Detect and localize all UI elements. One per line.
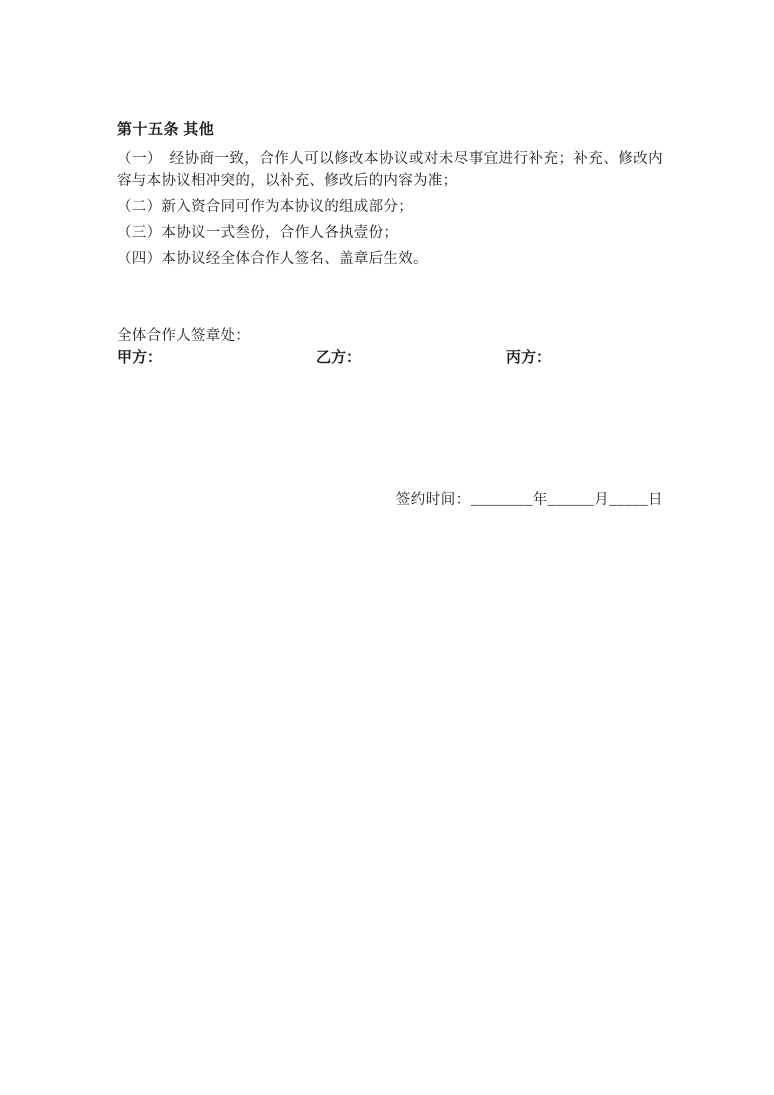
party-jia-label: 甲方： — [117, 349, 163, 366]
signing-date-line: 签约时间：________年______月_____日 — [395, 492, 663, 508]
clause-item-2: （二）新入资合同可作为本协议的组成部分； — [117, 199, 413, 215]
clause-item-3: （三）本协议一式叁份，合作人各执壹份； — [117, 225, 399, 241]
clause-item-1: （一） 经协商一致，合作人可以修改本协议或对未尽事宜进行补充；补充、修改内容与本协议相冲突的，以补充、修改后的内容为准； — [117, 151, 663, 189]
party-bing-label: 丙方： — [506, 349, 552, 366]
parties-row — [117, 347, 663, 369]
signature-section-label: 全体合作人签章处： — [117, 328, 251, 344]
section-heading: 第十五条 其他 — [117, 122, 215, 138]
clause-item-4: （四）本协议经全体合作人签名、盖章后生效。 — [117, 251, 428, 267]
party-yi-label: 乙方： — [316, 349, 362, 366]
